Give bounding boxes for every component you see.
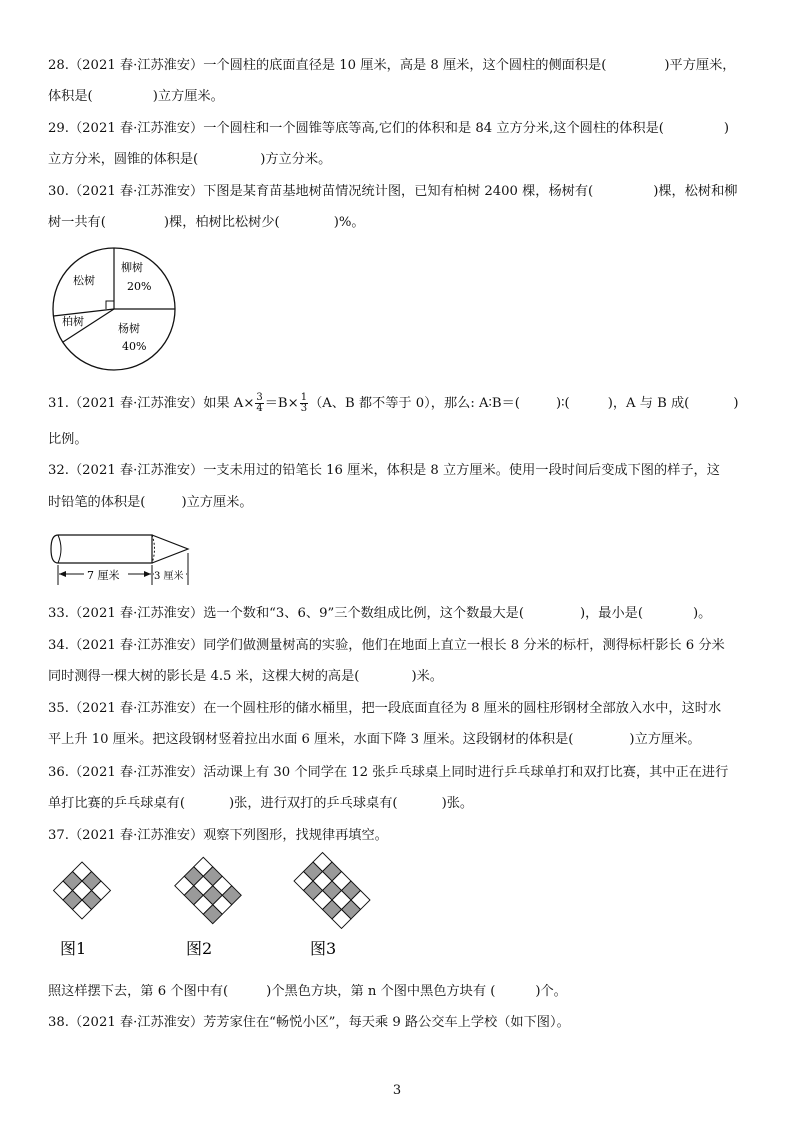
pattern-figure-1 <box>54 862 111 919</box>
q28-text-2: 体积是( <box>48 89 93 104</box>
slice-label-baishu: 柏树 <box>62 315 84 328</box>
arrow-left-1 <box>59 571 66 577</box>
q30-text-2-end: )%。 <box>333 215 365 230</box>
fraction-den: 4 <box>256 403 263 414</box>
fig3-caption: 图3 <box>310 939 337 958</box>
q34-text-2-end: )米。 <box>411 669 443 684</box>
q28-line1 <box>48 57 735 75</box>
q38-line1 <box>48 1014 570 1032</box>
q36-text-mid: )张，进行双打的乒乓球桌有( <box>229 796 398 811</box>
q38-text: 38.（2021 春·江苏淮安）芳芳家住在“畅悦小区”，每天乘 9 路公交车上学校（如下图）。 <box>48 1015 570 1030</box>
q32-text-2-end: )立方厘米。 <box>181 495 253 510</box>
q29-line2 <box>48 151 331 169</box>
dim-label-3cm: 3 厘米 <box>154 571 184 582</box>
q36-line1 <box>48 764 728 782</box>
q30-text-2b: )棵，柏树比松树少( <box>163 215 280 230</box>
q31-text-2: 比例。 <box>48 432 88 447</box>
q37-line2 <box>48 983 567 1001</box>
q28-text-end: )平方厘米， <box>664 58 736 73</box>
slice-value-yangshu: 40% <box>122 340 147 353</box>
q32-line2 <box>48 494 253 512</box>
slice-label-yangshu: 杨树 <box>118 322 140 335</box>
q37-text-end: )个。 <box>535 984 567 999</box>
dim-label-7cm: 7 厘米 <box>87 569 120 582</box>
q37-text: 37.（2021 春·江苏淮安）观察下列图形，找规律再填空。 <box>48 828 388 843</box>
q31-text-f: ) <box>733 396 739 411</box>
q30-line2 <box>48 214 365 232</box>
q31-text-d: )∶( <box>555 396 570 411</box>
q31-line1 <box>48 393 739 414</box>
q34-line2 <box>48 668 443 686</box>
tree-pie-chart <box>48 245 180 375</box>
q29-text: 29.（2021 春·江苏淮安）一个圆柱和一个圆锥等底等高,它们的体积和是 84 立方分米,这个圆柱的体积是( <box>48 121 664 136</box>
slice-value-liushu: 20% <box>127 280 152 293</box>
q33-line1 <box>48 605 711 623</box>
pencil-body <box>51 535 152 563</box>
q30-text-2a: 树一共有( <box>48 215 106 230</box>
q29-line1 <box>48 120 729 138</box>
q30-text-end: )棵，松树和柳 <box>653 184 738 199</box>
page-number: 3 <box>392 1083 402 1098</box>
fraction-num: 1 <box>300 392 308 403</box>
q31-line2 <box>48 431 88 449</box>
q34-text-2: 同时测得一棵大树的影长是 4.5 米，这棵大树的高是( <box>48 669 360 684</box>
q29-text-end: ) <box>723 121 730 136</box>
pattern-figures <box>0 850 794 965</box>
q35-line2 <box>48 731 701 749</box>
q37-text-mid: )个黑色方块，第 n 个图中黑色方块有 ( <box>266 984 496 999</box>
q36-text-2: 单打比赛的乒乓球桌有( <box>48 796 186 811</box>
q32-line1 <box>48 462 720 480</box>
q36-text-end: )张。 <box>441 796 474 811</box>
q35-text-2-end: )立方厘米。 <box>629 732 701 747</box>
slice-label-songshu: 松树 <box>73 274 95 287</box>
q37-text-2: 照这样摆下去，第 6 个图中有( <box>48 984 229 999</box>
q31-text-e: )，A 与 B 成( <box>607 396 690 411</box>
fraction-den: 3 <box>300 403 308 414</box>
fraction-3-4 <box>255 393 263 414</box>
q36-line2 <box>48 795 473 813</box>
q33-text-end: )。 <box>693 606 712 621</box>
pattern-figure-3 <box>294 853 370 929</box>
q31-text-c: （A、B 都不等于 0），那么: A∶B＝( <box>309 396 520 411</box>
fraction-num: 3 <box>256 392 263 403</box>
q32-text: 32.（2021 春·江苏淮安）一支未用过的铅笔长 16 厘米，体积是 8 立方厘米。使用一段时间后变成下图的样子，这 <box>48 463 720 478</box>
q36-text: 36.（2021 春·江苏淮安）活动课上有 30 个同学在 12 张乒乓球桌上同时进行乒乓球单打和双打比赛，其中正在进行 <box>48 765 729 780</box>
fig2-caption: 图2 <box>186 939 213 958</box>
slice-label-liushu: 柳树 <box>121 261 143 274</box>
q31-text-a: 31.（2021 春·江苏淮安）如果 A× <box>48 396 255 411</box>
pattern-figure-2 <box>175 857 242 924</box>
q34-line1 <box>48 637 725 655</box>
q37-line1 <box>48 827 388 845</box>
fraction-1-3 <box>300 393 308 414</box>
pencil-tip <box>152 535 188 563</box>
q30-text: 30.（2021 春·江苏淮安）下图是某育苗基地树苗情况统计图，已知有柏树 2400 棵，杨树有( <box>48 184 594 199</box>
q34-text: 34.（2021 春·江苏淮安）同学们做测量树高的实验，他们在地面上直立一根长 8 分米的标杆，测得标杆影长 6 分米 <box>48 638 725 653</box>
q32-text-2: 时铅笔的体积是( <box>48 495 146 510</box>
q31-text-b: ＝B× <box>264 396 299 411</box>
arrow-right-1 <box>144 571 151 577</box>
q33-text-mid: )，最小是( <box>579 606 644 621</box>
q33-text: 33.（2021 春·江苏淮安）选一个数和“3、6、9”三个数组成比例，这个数最大是( <box>48 606 524 621</box>
q29-text-2-end: )方立分米。 <box>260 152 332 167</box>
q35-text: 35.（2021 春·江苏淮安）在一个圆柱形的储水桶里，把一段底面直径为 8 厘米的圆柱形钢材全部放入水中，这时水 <box>48 701 722 716</box>
q30-line1 <box>48 183 737 201</box>
fig1-caption: 图1 <box>60 939 87 958</box>
q35-text-2: 平上升 10 厘米。把这段钢材竖着拉出水面 6 厘米，水面下降 3 厘米。这段钢材的体积是( <box>48 732 574 747</box>
pencil-figure <box>48 527 198 593</box>
q28-text: 28.（2021 春·江苏淮安）一个圆柱的底面直径是 10 厘米，高是 8 厘米，这个圆柱的侧面积是( <box>48 58 607 73</box>
q28-text-2-end: )立方厘米。 <box>152 89 224 104</box>
q29-text-2: 立方分米，圆锥的体积是( <box>48 152 199 167</box>
q35-line1 <box>48 700 721 718</box>
q28-line2 <box>48 88 224 106</box>
